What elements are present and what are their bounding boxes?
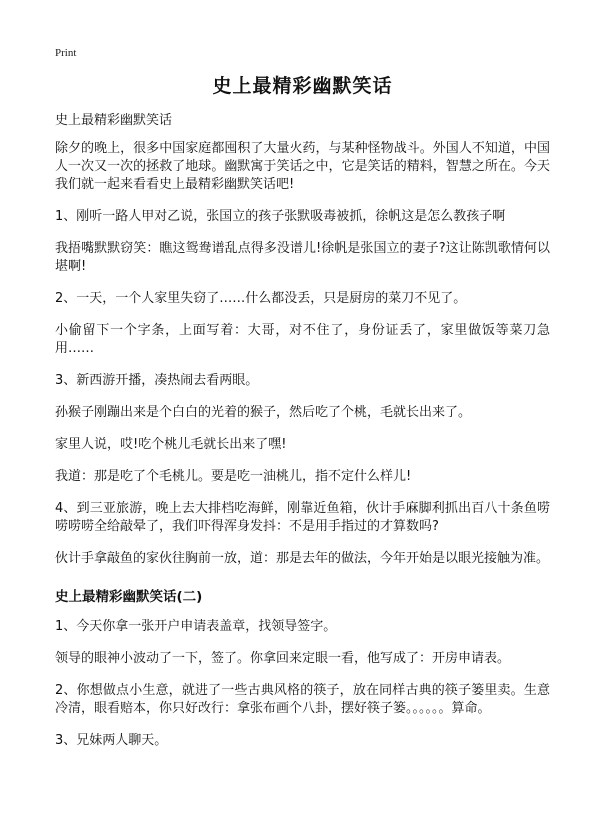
section-2-joke-3-setup: 3、兄妹两人聊天。: [55, 733, 168, 748]
section-2-joke-1-setup: 1、今天你拿一张开户申请表盖章，找领导签字。: [55, 619, 337, 634]
joke-3-line-1: 孙猴子刚蹦出来是个白白的光着的猴子，然后吃了个桃，毛就长出来了。: [55, 405, 472, 420]
joke-4-setup: 4、到三亚旅游，晚上去大排档吃海鲜，刚靠近鱼箱，伙计手麻脚利抓出百八十条鱼唠唠唠唠全给敲晕了，我们吓得浑身发抖：不是用手指过的才算数吗?: [55, 501, 550, 534]
joke-2-punchline: 小偷留下一个字条，上面写着：大哥，对不住了，身份证丢了，家里做饭等菜刀急用……: [55, 323, 550, 356]
print-label: Print: [55, 47, 77, 59]
document-subtitle: 史上最精彩幽默笑话: [55, 113, 173, 128]
joke-1-setup: 1、刚听一路人甲对乙说，张国立的孩子张默吸毒被抓，徐帆这是怎么教孩子啊: [55, 209, 506, 224]
joke-2-setup: 2、一天，一个人家里失窃了……什么都没丢，只是厨房的菜刀不见了。: [55, 291, 467, 306]
intro-paragraph: 除夕的晚上，很多中国家庭都囤积了大量火药，与某种怪物战斗。外国人不知道，中国人一次又一次的拯救了地球。幽默寓于笑话之中，它是笑话的精料，智慧之所在。今天我们就一起来看看史上最精彩幽默笑话吧!: [55, 141, 550, 192]
joke-4-punchline: 伙计手拿敲鱼的家伙往胸前一放，道：那是去年的做法，今年开始是以眼光接触为准。: [55, 551, 550, 566]
section-2-heading: 史上最精彩幽默笑话(二): [55, 589, 203, 605]
document-title: 史上最精彩幽默笑话: [212, 75, 393, 97]
section-2-joke-1-punchline: 领导的眼神小波动了一下，签了。你拿回来定眼一看，他写成了：开房申请表。: [55, 651, 511, 666]
joke-3-line-2: 家里人说，哎!吃个桃儿毛就长出来了嘿!: [55, 437, 287, 452]
joke-3-punchline: 我道：那是吃了个毛桃儿。要是吃一油桃儿，指不定什么样儿!: [55, 469, 412, 484]
joke-3-setup: 3、新西游开播，凑热闹去看两眼。: [55, 373, 259, 388]
joke-1-punchline: 我捂嘴默默窃笑：瞧这鸳鸯谱乱点得多没谱儿!徐帆是张国立的妻子?这让陈凯歌情何以堪啊!: [55, 241, 550, 274]
section-2-joke-2: 2、你想做点小生意，就进了一些古典风格的筷子，放在同样古典的筷子篓里卖。生意冷清，眼看赔本，你只好改行：拿张布画个八卦，摆好筷子篓。。。。。。算命。: [55, 683, 550, 716]
